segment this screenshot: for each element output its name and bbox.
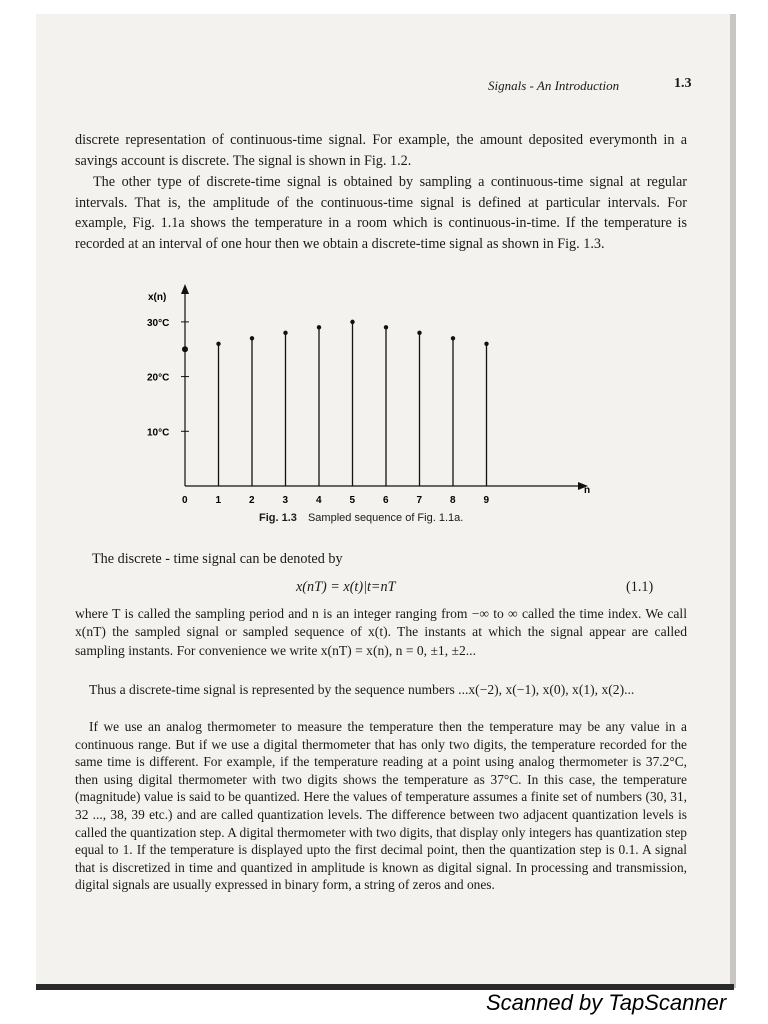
stem-point [182,346,188,352]
y-tick-label: 10°C [147,427,170,439]
stem-point [384,325,388,329]
stem-point [417,331,421,335]
paragraph-5: If we use an analog thermometer to measure the temperature then the temperature may be any value in a continuous range. But if we use a digital thermometer that has only two digits, the temperature recorded for the same time is different. For example, if the temperature reading at a point using analog thermometer is 37.2°C, then using digital thermometer with two digits shows the temperature as 37°C. In this case, the temperature (magnitude) value is said to be quantized. Here the values of temperature assumes a finite set of numbers (30, 31, 32 ..., 38, 39 etc.) and are called quantization levels. The difference between two adjacent quantization levels is called the quantization step. A digital thermometer with two digits, that display only integers has quantization step equal to 1. If the temperature is displayed upto the first decimal point, then the quantization step is 0.1. A signal that is discretized in time and quantized in amplitude is known as digital signal. In processing and transmission, digital signals are usually expressed in binary form, a string of zeros and ones. [75,719,687,893]
x-tick-label: 5 [349,495,356,506]
y-tick-label: 30°C [147,317,170,329]
y-axis-label: x(n) [148,292,167,303]
x-tick-label: 9 [483,495,490,506]
x-axis-label: n [584,485,591,496]
paragraph-2: The other type of discrete-time signal is obtained by sampling a continuous-time signal at regular intervals. That is, the amplitude of the continuous-time signal is defined at particular intervals. For example, Fig. 1.1a shows the temperature in a room which is continuous-in-time. If the temperature is recorded at an interval of one hour then we obtain a discrete-time signal as shown in Fig. 1.3. [75,174,687,252]
x-tick-label: 7 [416,495,423,506]
x-tick-label: 1 [215,495,222,506]
y-axis-arrow [181,284,189,294]
equation-number: (1.1) [626,579,654,595]
figure-caption-text: Sampled sequence of Fig. 1.1a. [307,512,464,524]
figure-caption-label: Fig. 1.3 [259,512,297,524]
scanner-watermark: Scanned by TapScanner [486,990,727,1015]
stem-point [283,331,287,335]
x-tick-label: 8 [450,495,456,506]
equation-intro: The discrete - time signal can be denoted by [92,551,343,567]
stem-point [216,342,220,346]
x-tick-label: 2 [249,495,255,506]
page-number: 1.3 [674,76,692,91]
x-tick-label: 0 [182,495,188,506]
stem-chart [140,280,600,530]
paragraph-1: discrete representation of continuous-time signal. For example, the amount deposited everymonth in a savings account is discrete. The signal is shown in Fig. 1.2. [75,132,687,169]
y-tick-label: 20°C [147,372,170,384]
paragraph-3: where T is called the sampling period and n is an integer ranging from −∞ to ∞ called the time index. We call x(nT) the sampled signal or sampled sequence of x(t). The instants at which the signal appear are called sampling instants. For convenience we write x(nT) = x(n), n = 0, ±1, ±2... [75,606,687,658]
x-tick-label: 6 [383,495,389,506]
figure-caption [259,512,463,524]
equation: x(nT) = x(t)|t=nT [296,579,396,595]
stem-point [317,325,321,329]
page-edge-shadow [730,14,736,988]
running-header [488,76,692,94]
x-tick-label: 3 [282,495,289,506]
x-tick-label: 4 [316,495,322,506]
stem-point [451,336,455,340]
stem-point [350,320,354,324]
stem-point [484,342,488,346]
stem-point [250,336,254,340]
running-title: Signals - An Introduction [488,78,620,93]
paragraph-4: Thus a discrete-time signal is represented by the sequence numbers ...x(−2), x(−1), x(0), x(1), x(2)... [89,682,635,697]
